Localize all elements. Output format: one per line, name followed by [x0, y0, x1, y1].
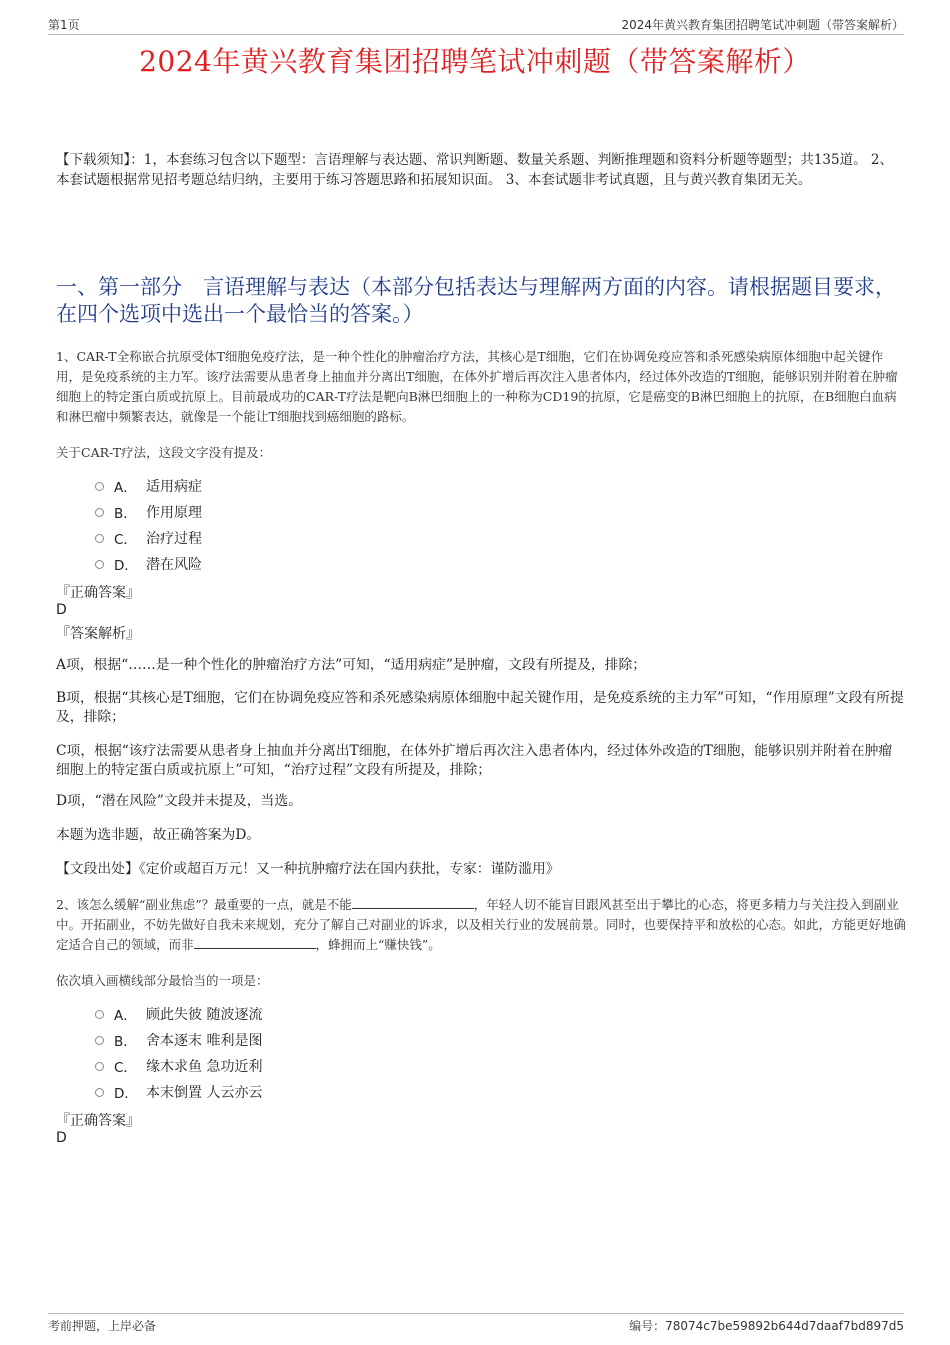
- option-b[interactable]: B． 作用原理: [95, 499, 202, 525]
- page-header: [48, 14, 904, 35]
- radio-icon[interactable]: [95, 508, 104, 517]
- answer-label: 『正确答案』: [56, 1113, 140, 1129]
- radio-icon[interactable]: [95, 1010, 104, 1019]
- option-d[interactable]: D． 潜在风险: [95, 551, 202, 577]
- option-c[interactable]: C． 缘木求鱼 急功近利: [95, 1053, 262, 1079]
- source-note: 【文段出处】《定价或超百万元！又一种抗肿瘤疗法在国内获批，专家：谨防滥用》: [56, 861, 560, 877]
- section-heading: 一、第一部分 言语理解与表达（本部分包括表达与理解两方面的内容。请根据题目要求，在四个选项中选出一个最恰当的答案。）: [56, 275, 896, 326]
- download-notice: 【下载须知】：1，本套练习包含以下题型：言语理解与表达题、常识判断题、数量关系题、判断推理题和资料分析题等题型；共135道。 2、本套试题根据常见招考题总结归纳，主要用于练习答题思路和拓展知识面。 3、本套试题非考试真题，且与黄兴教育集团无关。: [56, 152, 893, 188]
- question-2-text: 2、该怎么缓解“副业焦虑”？最重要的一点，就是不能 ，年轻人切不能盲目跟风甚至出于攀比的心态，将更多精力与关注投入到副业中。开拓副业，不妨先做好自我未来规划，充分了解自己对副业的诉求，以及相关行业的发展前景。同时，也要保持平和放松的心态。如此，方能更好地确定适合自己的领域，而非 ，蜂拥而上“赚快钱”。: [56, 897, 907, 952]
- analysis-label: 『答案解析』: [56, 626, 140, 642]
- question-2-stem: 依次填入画横线部分最恰当的一项是：: [56, 973, 269, 988]
- option-b[interactable]: B． 舍本逐末 唯利是图: [95, 1027, 262, 1053]
- radio-icon[interactable]: [95, 1088, 104, 1097]
- analysis-conclusion: 本题为选非题，故正确答案为D。: [56, 827, 261, 843]
- question-1-stem: 关于CAR-T疗法，这段文字没有提及：: [56, 445, 272, 460]
- radio-icon[interactable]: [95, 482, 104, 491]
- footer-doc-id: 编号：78074c7be59892b644d7daaf7bd897d5: [629, 1319, 904, 1333]
- option-a[interactable]: A． 适用病症: [95, 473, 202, 499]
- answer-value: D: [56, 602, 67, 618]
- option-a[interactable]: A． 顾此失彼 随波逐流: [95, 1001, 262, 1027]
- radio-icon[interactable]: [95, 534, 104, 543]
- analysis-a: A项，根据“……是一种个性化的肿瘤治疗方法”可知，“适用病症”是肿瘤，文段有所提及，排除；: [56, 657, 647, 673]
- page-footer: [48, 1313, 904, 1334]
- option-d[interactable]: D． 本末倒置 人云亦云: [95, 1079, 262, 1105]
- option-c[interactable]: C． 治疗过程: [95, 525, 202, 551]
- header-doc-title: 2024年黄兴教育集团招聘笔试冲刺题（带答案解析）: [621, 18, 904, 32]
- radio-icon[interactable]: [95, 1036, 104, 1045]
- page-number: 第1页: [48, 18, 80, 32]
- question-2-options: [95, 1001, 262, 1105]
- question-1-options: [95, 473, 202, 577]
- footer-slogan: 考前押题，上岸必备: [48, 1319, 157, 1333]
- radio-icon[interactable]: [95, 560, 104, 569]
- fill-blank-2: [194, 938, 316, 949]
- radio-icon[interactable]: [95, 1062, 104, 1071]
- fill-blank-1: [352, 898, 474, 909]
- analysis-b: B项，根据“其核心是T细胞，它们在协调免疫应答和杀死感染病原体细胞中起关键作用，是免疫系统的主力军”可知，“作用原理”文段有所提及，排除；: [56, 690, 904, 725]
- page-title: 2024年黄兴教育集团招聘笔试冲刺题（带答案解析）: [139, 45, 811, 78]
- answer-value: D: [56, 1130, 67, 1146]
- question-1-text: 1、CAR-T全称嵌合抗原受体T细胞免疫疗法，是一种个性化的肿瘤治疗方法，其核心是T细胞，它们在协调免疫应答和杀死感染病原体细胞中起关键作用，是免疫系统的主力军。该疗法需要从患者身上抽血并分离出T细胞，在体外扩增后再次注入患者体内，经过体外改造的T细胞，能够识别并附着在肿瘤细胞上的特定蛋白质或抗原上。目前最成功的CAR-T疗法是靶向B淋巴细胞上的一种称为CD19的抗原，它是癌变的B淋巴细胞上的抗原，在B细胞白血病和淋巴瘤中频繁表达，就像是一个能让T细胞找到癌细胞的路标。: [56, 349, 898, 424]
- analysis-c: C项，根据“该疗法需要从患者身上抽血并分离出T细胞，在体外扩增后再次注入患者体内，经过体外改造的T细胞，能够识别并附着在肿瘤细胞上的特定蛋白质或抗原上”可知，“治疗过程”文段有所提及，排除；: [56, 743, 893, 778]
- analysis-d: D项，“潜在风险”文段并未提及，当选。: [56, 793, 302, 809]
- answer-label: 『正确答案』: [56, 585, 140, 601]
